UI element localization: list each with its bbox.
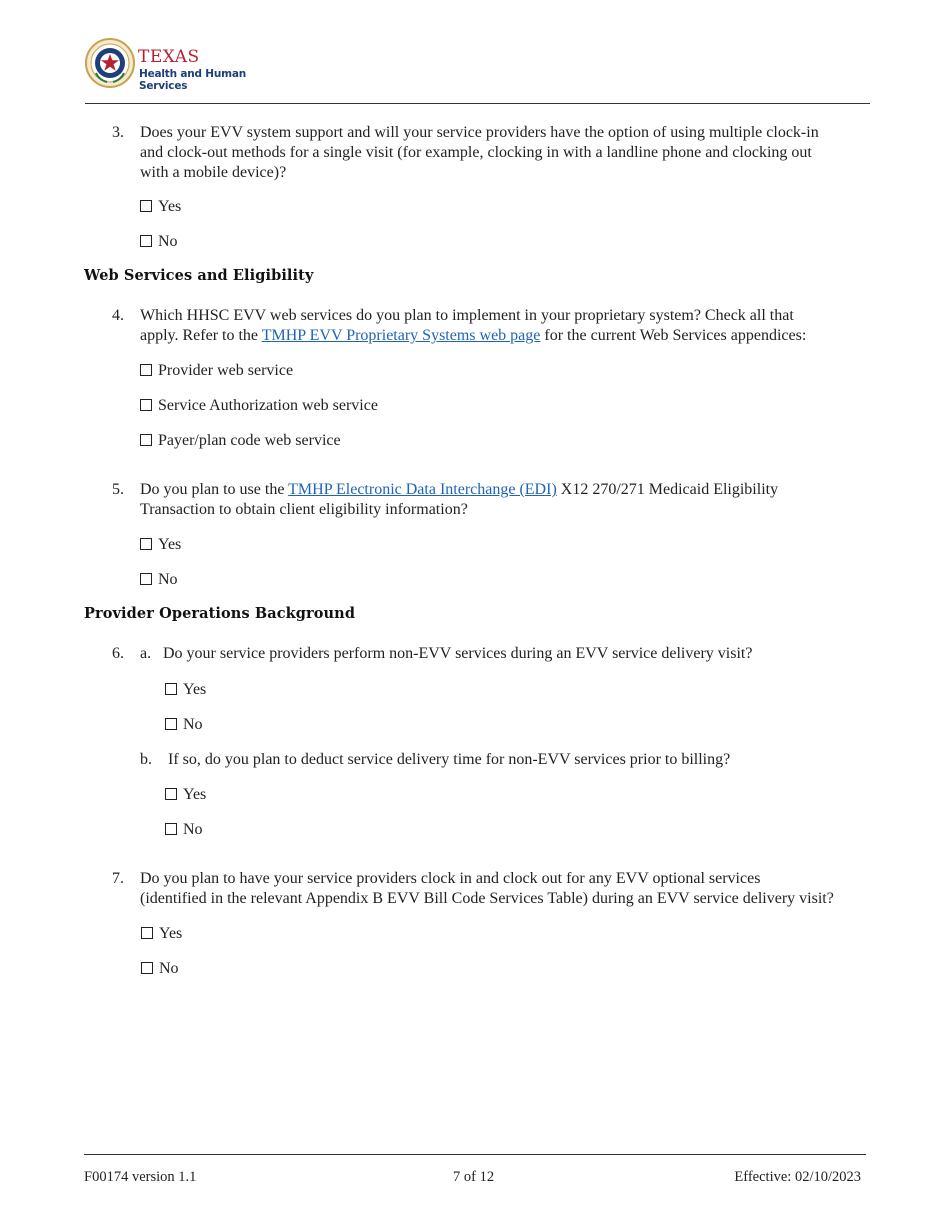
footer-rule xyxy=(84,1154,866,1155)
q6-b-text: If so, do you plan to deduct service delivery time for non-EVV services prior to billing? xyxy=(168,751,731,768)
q6-b-option-yes[interactable] xyxy=(165,785,206,805)
q3-text xyxy=(140,123,870,183)
checkbox[interactable] xyxy=(140,434,152,446)
q7-line1: Do you plan to have your service providers clock in and clock out for any EVV optional services xyxy=(140,870,761,887)
q5-line1-pre: Do you plan to use the xyxy=(140,481,289,498)
q4-option-payer-plan[interactable] xyxy=(140,431,341,451)
q7-option-yes[interactable] xyxy=(141,924,182,944)
logo-title: TEXAS xyxy=(138,47,200,67)
q3-option-no[interactable] xyxy=(140,232,178,252)
tmhp-evv-proprietary-link[interactable]: TMHP EVV Proprietary Systems web page xyxy=(261,327,541,344)
option-label: Yes xyxy=(158,198,182,215)
q7-number: 7. xyxy=(112,870,124,887)
q6-a-option-no[interactable] xyxy=(165,715,203,735)
checkbox[interactable] xyxy=(165,718,177,730)
footer-form-version: F00174 version 1.1 xyxy=(84,1169,197,1185)
checkbox[interactable] xyxy=(140,364,152,376)
q3-number: 3. xyxy=(112,124,124,141)
option-label: No xyxy=(183,716,203,733)
q5-line1 xyxy=(140,480,870,500)
q4-line1: Which HHSC EVV web services do you plan to implement in your proprietary system? Check all that xyxy=(140,307,794,324)
q6-a-option-yes[interactable] xyxy=(165,680,206,700)
q4-text xyxy=(140,306,870,346)
q3-option-yes[interactable] xyxy=(140,197,181,217)
option-label: No xyxy=(159,960,179,977)
checkbox[interactable] xyxy=(140,573,152,585)
checkbox[interactable] xyxy=(165,823,177,835)
option-label: Provider web service xyxy=(158,362,294,379)
q5-text xyxy=(140,480,870,520)
checkbox[interactable] xyxy=(141,927,153,939)
checkbox[interactable] xyxy=(140,235,152,247)
q5-line2: Transaction to obtain client eligibility information? xyxy=(140,501,468,518)
q5-number: 5. xyxy=(112,481,124,498)
checkbox[interactable] xyxy=(140,399,152,411)
option-label: Service Authorization web service xyxy=(158,397,378,414)
q7-text xyxy=(140,869,875,909)
header-rule xyxy=(85,103,870,104)
q6-number: 6. xyxy=(112,645,124,662)
q6-a-text: Do your service providers perform non-EVV services during an EVV service delivery visit? xyxy=(163,645,753,662)
q3-line1: Does your EVV system support and will your service providers have the option of using multiple clock-in xyxy=(140,124,819,141)
q7-option-no[interactable] xyxy=(141,959,179,979)
option-label: Yes xyxy=(183,786,207,803)
logo-subtitle: Health and Human Services xyxy=(139,68,247,92)
option-label: Yes xyxy=(159,925,183,942)
checkbox[interactable] xyxy=(140,200,152,212)
q5-line1-post: X12 270/271 Medicaid Eligibility xyxy=(556,481,779,498)
q7-line2: (identified in the relevant Appendix B EVV Bill Code Services Table) during an EVV service delivery visit? xyxy=(140,890,834,907)
section-heading-provider-operations: Provider Operations Background xyxy=(84,605,356,622)
q4-line2-post: for the current Web Services appendices: xyxy=(540,327,807,344)
option-label: No xyxy=(158,571,178,588)
q6-b-label: b. xyxy=(140,751,152,768)
option-label: Yes xyxy=(158,536,182,553)
q4-number: 4. xyxy=(112,307,124,324)
checkbox[interactable] xyxy=(140,538,152,550)
q4-line2 xyxy=(140,326,870,346)
q3-line2: and clock-out methods for a single visit (for example, clocking in with a landline phone and clocking out xyxy=(140,144,812,161)
q5-option-yes[interactable] xyxy=(140,535,181,555)
checkbox[interactable] xyxy=(165,788,177,800)
hhs-logo xyxy=(85,38,285,90)
q4-option-service-auth[interactable] xyxy=(140,396,378,416)
q6-b-option-no[interactable] xyxy=(165,820,203,840)
option-label: Payer/plan code web service xyxy=(158,432,341,449)
option-label: No xyxy=(183,821,203,838)
option-label: Yes xyxy=(183,681,207,698)
footer-effective-date: Effective: 02/10/2023 xyxy=(734,1169,861,1185)
section-heading-web-services: Web Services and Eligibility xyxy=(84,267,314,284)
q4-option-provider[interactable] xyxy=(140,361,293,381)
checkbox[interactable] xyxy=(165,683,177,695)
tmhp-edi-link[interactable]: TMHP Electronic Data Interchange (EDI) xyxy=(288,481,557,498)
checkbox[interactable] xyxy=(141,962,153,974)
q4-line2-pre: apply. Refer to the xyxy=(140,327,262,344)
option-label: No xyxy=(158,233,178,250)
texas-seal-icon xyxy=(85,38,135,88)
q5-option-no[interactable] xyxy=(140,570,178,590)
footer-page-number: 7 of 12 xyxy=(453,1169,495,1185)
q6-a-label: a. xyxy=(140,645,152,662)
q3-line3: with a mobile device)? xyxy=(140,164,287,181)
